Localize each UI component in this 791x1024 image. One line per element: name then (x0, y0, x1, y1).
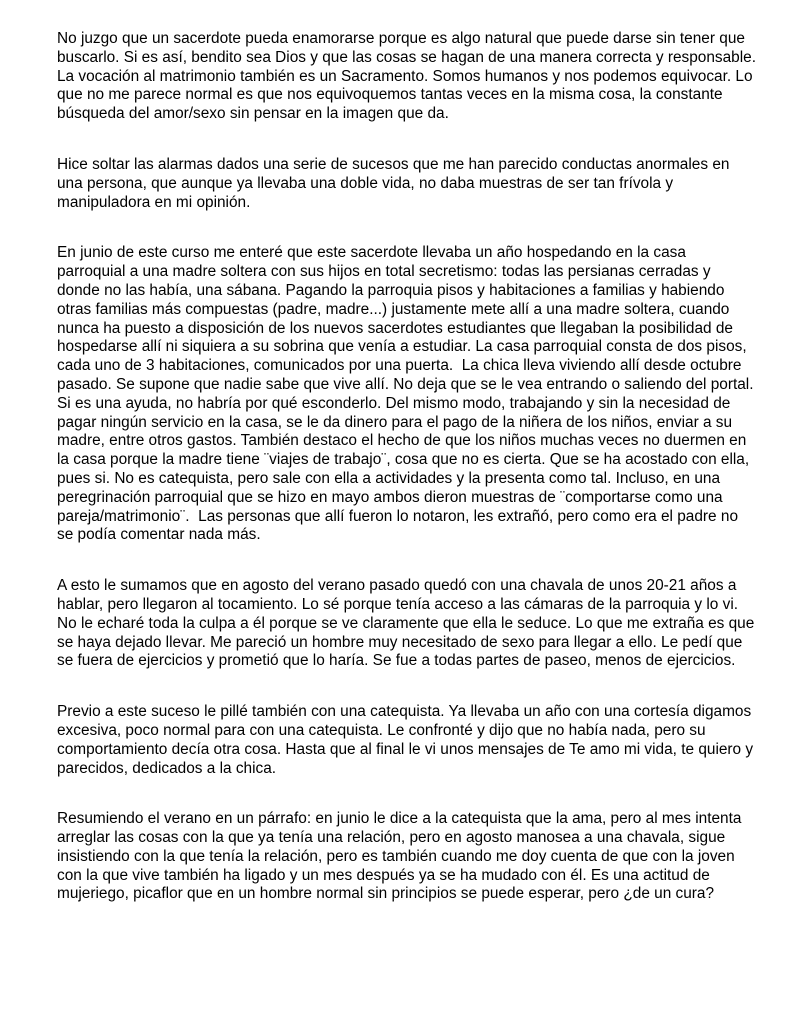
paragraph-5: Previo a este suceso le pillé también con una catequista. Ya llevaba un año con una cortesía digamos excesiva, poco normal para con una catequista. Le confronté y dijo que no había nada, pero su comportamiento decía otra cosa. Hasta que al final le vi unos mensajes de Te amo mi vida, te quiero y parecidos, dedicados a la chica. (57, 703, 758, 777)
paragraph-1: No juzgo que un sacerdote pueda enamorarse porque es algo natural que puede darse sin tener que buscarlo. Si es así, bendito sea Dios y que las cosas se hagan de una manera correcta y responsable. La vocación al matrimonio también es un Sacramento. Somos humanos y nos podemos equivocar. Lo que no me parece normal es que nos equivoquemos tantas veces en la misma cosa, la constante búsqueda del amor/sexo sin pensar en la imagen que da. (57, 30, 761, 123)
paragraph-3: En junio de este curso me enteré que este sacerdote llevaba un año hospedando en la casa parroquial a una madre soltera con sus hijos en total secretismo: todas las persianas cerradas y donde no las había, una sábana. Pagando la parroquia pisos y habitaciones a familias y habiendo otras familias más compuestas (padre, madre...) justamente mete allí a una madre soltera, cuando nunca ha puesto a disposición de los nuevos sacerdotes estudiantes que llegaban la posibilidad de hospedarse allí ni siquiera a su sobrina que venía a estudiar. La casa parroquial consta de dos pisos, cada uno de 3 habitaciones, comunicados por una puerta. La chica lleva viviendo allí desde octubre pasado. Se supone que nadie sabe que vive allí. No deja que se le vea entrando o saliendo del portal. Si es una ayuda, no habría por qué esconderlo. Del mismo modo, trabajando y sin la necesidad de pagar ningún servicio en la casa, se le da dinero para el pago de la niñera de los niños, enviar a su madre, entre otros gastos. También destaco el hecho de que los niños muchas veces no duermen en la casa porque la madre tiene ¨viajes de trabajo¨, cosa que no es cierta. Que se ha acostado con ella, pues si. No es catequista, pero sale con ella a actividades y la presenta como tal. Incluso, en una peregrinación parroquial que se hizo en mayo ambos dieron muestras de ¨comportarse como una pareja/matrimonio¨. Las personas que allí fueron lo notaron, les extrañó, pero como era el padre no se podía comentar nada más. (57, 244, 758, 544)
paragraph-4: A esto le sumamos que en agosto del verano pasado quedó con una chavala de unos 20-21 años a hablar, pero llegaron al tocamiento. Lo sé porque tenía acceso a las cámaras de la parroquia y lo vi. No le echaré toda la culpa a él porque se ve claramente que ella le seduce. Lo que me extraña es que se haya dejado llevar. Me pareció un hombre muy necesitado de sexo para llegar a ello. Le pedí que se fuera de ejercicios y prometió que lo haría. Se fue a todas partes de paseo, menos de ejercicios. (57, 577, 759, 670)
paragraph-6: Resumiendo el verano en un párrafo: en junio le dice a la catequista que la ama, pero al mes intenta arreglar las cosas con la que ya tenía una relación, pero en agosto manosea a una chavala, sigue insistiendo con la que tenía la relación, pero es también cuando me doy cuenta de que con la joven con la que vive también ha ligado y un mes después ya se ha mudado con él. Es una actitud de mujeriego, picaflor que en un hombre normal sin principios se puede esperar, pero ¿de un cura? (57, 810, 746, 903)
paragraph-2: Hice soltar las alarmas dados una serie de sucesos que me han parecido conductas anormales en una persona, que aunque ya llevaba una doble vida, no daba muestras de ser tan frívola y manipuladora en mi opinión. (57, 155, 734, 211)
text-column (57, 30, 761, 936)
